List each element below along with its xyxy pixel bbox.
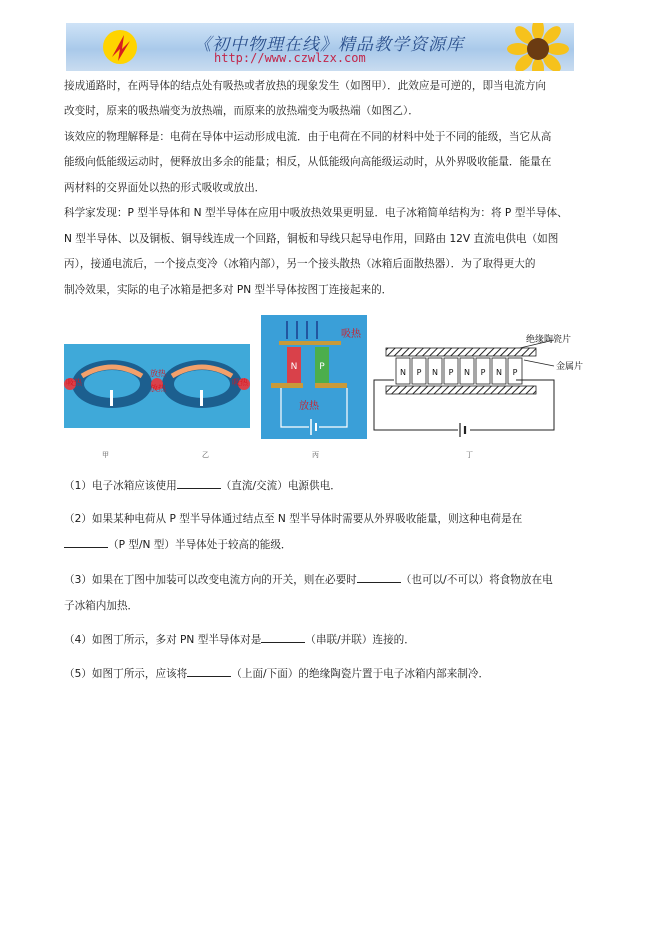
jia-label: 吸热 bbox=[66, 378, 82, 387]
logo-icon bbox=[98, 27, 142, 67]
caption-jia: 甲 bbox=[102, 451, 109, 459]
answer-blank[interactable] bbox=[261, 630, 305, 643]
header-banner bbox=[66, 23, 574, 71]
paragraph-line: 改变时，原来的吸热端变为放热端，而原来的放热端变为吸热端（如图乙）． bbox=[64, 105, 419, 117]
question-3-cont: 子冰箱内加热． bbox=[64, 600, 139, 612]
answer-blank[interactable] bbox=[357, 570, 401, 583]
figure-ding bbox=[370, 330, 610, 438]
paragraph-line: 制冷效果，实际的电子冰箱是把多对 PN 型半导体按图丁连接起来的． bbox=[64, 284, 393, 296]
sunflower-icon bbox=[506, 23, 570, 71]
answer-blank[interactable] bbox=[177, 476, 221, 489]
site-url[interactable]: http://www.czwlzx.com bbox=[214, 51, 366, 65]
release-label: 放热 bbox=[299, 401, 319, 412]
paragraph-line: 丙），接通电流后，一个接点变冷（冰箱内部），另一个接头散热（冰箱后面散热器）．为了取得更大的 bbox=[64, 258, 536, 270]
cell-label: N bbox=[464, 368, 470, 377]
cell-label: P bbox=[416, 368, 422, 377]
question-2-cont: （P 型/N 型）半导体处于较高的能级． bbox=[64, 535, 604, 556]
yi-label: 放热 bbox=[150, 384, 166, 393]
jia-label: 放热 bbox=[150, 369, 166, 378]
caption-ding: 丁 bbox=[466, 451, 473, 459]
cell-label: P bbox=[480, 368, 486, 377]
cell-label: N bbox=[432, 368, 438, 377]
question-3: （3）如果在丁图中加装可以改变电流方向的开关，则在必要时 （也可以/不可以）将食物放在电 bbox=[64, 570, 604, 591]
question-2: （2）如果某种电荷从 P 型半导体通过结点至 N 型半导体时需要从外界吸收能量，则这种电荷是在 bbox=[64, 513, 523, 525]
caption-yi: 乙 bbox=[202, 451, 209, 459]
paragraph-line: N 型半导体、以及铜板、铜导线连成一个回路，铜板和导线只起导电作用，回路由 12V 直流电供电（如图 bbox=[64, 233, 559, 245]
question-4: （4）如图丁所示，多对 PN 型半导体对是 （串联/并联）连接的． bbox=[64, 630, 604, 651]
cell-label: N bbox=[400, 368, 406, 377]
paragraph-line: 能级向低能级运动时，便释放出多余的能量；相反，从低能级向高能级运动时，从外界吸收能量．能量在 bbox=[64, 156, 552, 168]
p-label: P bbox=[319, 362, 325, 372]
figure-bing bbox=[261, 315, 367, 439]
paragraph-line: 该效应的物理解释是：电荷在导体中运动形成电流．由于电荷在不同的材料中处于不同的能级，当它从高 bbox=[64, 131, 552, 143]
absorb-label: 吸热 bbox=[341, 329, 361, 340]
cell-label: N bbox=[496, 368, 502, 377]
n-label: N bbox=[290, 362, 298, 372]
yi-label: 吸热 bbox=[232, 378, 248, 387]
paragraph-line: 两材料的交界面处以热的形式吸收或放出． bbox=[64, 182, 266, 194]
caption-bing: 丙 bbox=[312, 451, 319, 459]
insulator-label: 绝缘陶瓷片 bbox=[526, 335, 572, 345]
answer-blank[interactable] bbox=[64, 535, 108, 548]
cell-label: P bbox=[448, 368, 454, 377]
paragraph-line: 接成通路时，在两导体的结点处有吸热或者放热的现象发生（如图甲）．此效应是可逆的，即当电流方向 bbox=[64, 80, 547, 92]
site-title: 《初中物理在线》精品教学资源库 bbox=[194, 35, 464, 55]
metal-label: 金属片 bbox=[556, 362, 584, 372]
question-1: （1）电子冰箱应该使用 （直流/交流）电源供电． bbox=[64, 476, 604, 497]
answer-blank[interactable] bbox=[187, 664, 231, 677]
paragraph-line: 科学家发现：P 型半导体和 N 型半导体在应用中吸放热效果更明显．电子冰箱简单结构为：将 P 型半导体、 bbox=[64, 207, 568, 219]
cell-label: P bbox=[512, 368, 518, 377]
question-5: （5）如图丁所示，应该将 （上面/下面）的绝缘陶瓷片置于电子冰箱内部来制冷． bbox=[64, 664, 604, 685]
